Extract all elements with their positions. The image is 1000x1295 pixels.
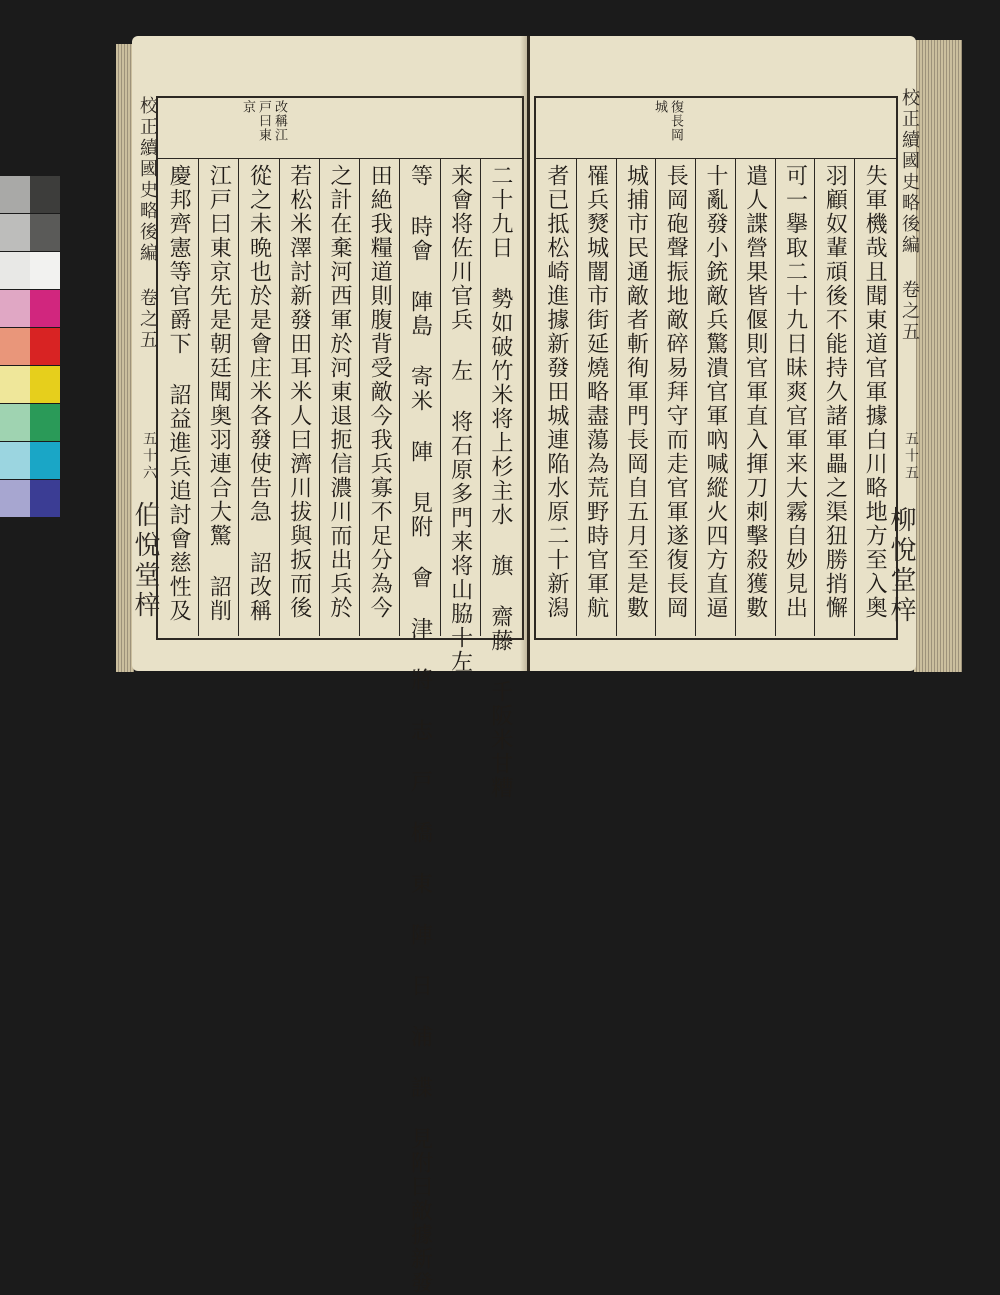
right-page-column-rule bbox=[576, 158, 577, 636]
left-page-column-rule bbox=[198, 158, 199, 636]
right-page-column-rule bbox=[854, 158, 855, 636]
right-publisher: 柳悅堂梓 bbox=[886, 506, 916, 626]
swatch-blue-purple bbox=[30, 480, 60, 517]
right-page-column-4: 遣人諜營果皆偃則官軍直入揮刀刺擊殺獲數 bbox=[742, 164, 768, 620]
right-page-column-rule bbox=[655, 158, 656, 636]
right-page-column-7: 城捕市民通敵者斬徇軍門長岡自五月至是數 bbox=[623, 164, 649, 620]
left-page-column-5: 之計在棄河西軍於河東退扼信濃川而出兵於 bbox=[327, 164, 352, 620]
left-page-column-6: 若松米澤討新發田耳米人曰濟川拔與扳而後 bbox=[286, 164, 312, 620]
right-page-column-2: 羽顧奴輩頑後不能持久諸軍畾之渠狃勝捎懈 bbox=[822, 164, 848, 620]
right-page-column-1: 失軍機哉且聞東道官軍據白川略地方至入奥 bbox=[862, 164, 888, 620]
left-spine-title: 校正續國史略後編 卷之五 bbox=[137, 96, 158, 351]
swatch-pale-cyan bbox=[0, 442, 30, 479]
left-page-column-rule bbox=[480, 158, 481, 636]
right-head-note-1: 復長岡 bbox=[668, 100, 683, 142]
color-calibration-card bbox=[0, 176, 60, 522]
right-head-note-2: 城 bbox=[652, 100, 667, 114]
left-page-column-rule bbox=[359, 158, 360, 636]
swatch-lavender bbox=[0, 480, 30, 517]
right-page-column-rule bbox=[814, 158, 815, 636]
left-page-column-4: 田絶我糧道則腹背受敵今我兵寡不足分為今 bbox=[367, 164, 393, 620]
right-page-column-3: 可一擧取二十九日昧爽官軍来大霧自妙見出 bbox=[782, 164, 808, 620]
swatch-pale-yellow bbox=[0, 366, 30, 403]
right-spine-title: 校正續國史略後編 卷之五 bbox=[899, 88, 920, 343]
open-book bbox=[116, 30, 964, 1295]
swatch-white bbox=[0, 252, 30, 289]
left-page-column-rule bbox=[279, 158, 280, 636]
swatch-yellow bbox=[30, 366, 60, 403]
right-spine-folio: 五十五 bbox=[903, 431, 919, 482]
left-head-note-2: 戸曰東 bbox=[256, 100, 271, 142]
swatch-magenta bbox=[30, 290, 60, 327]
right-page-column-8: 罹兵燹城闇市街延燒略盡蕩為荒野時官軍航 bbox=[583, 164, 609, 620]
swatch-gray-mid-light bbox=[0, 214, 30, 251]
swatch-red bbox=[30, 328, 60, 365]
right-page-column-5: 十亂發小銃敵兵驚潰官軍吶喊縱火四方直逼 bbox=[703, 164, 728, 620]
right-page-column-rule bbox=[775, 158, 776, 636]
swatch-gray-mid-dark bbox=[30, 214, 60, 251]
right-page-column-rule bbox=[616, 158, 617, 636]
left-page-column-rule bbox=[319, 158, 320, 636]
left-page-column-2: 来會将佐川官兵 左 将石原多門来将山脇十左 bbox=[447, 164, 473, 674]
swatch-white2 bbox=[30, 252, 60, 289]
right-page-column-6: 長岡砲聲振地敵碎易拜守而走官軍遂復長岡 bbox=[663, 164, 689, 620]
left-page-column-1: 二十九日 勢如破竹米将上杉主水 旗 齋藤 千阪米甘糟 bbox=[487, 164, 513, 800]
left-spine-folio: 五十六 bbox=[141, 431, 157, 482]
right-page-column-rule bbox=[695, 158, 696, 636]
left-page bbox=[130, 36, 527, 1295]
swatch-gray-dark bbox=[30, 176, 60, 213]
left-page-column-rule bbox=[399, 158, 400, 636]
swatch-gray-light bbox=[0, 176, 30, 213]
right-page-column-rule bbox=[735, 158, 736, 636]
left-page-column-rule bbox=[440, 158, 441, 636]
right-fore-edge bbox=[914, 40, 962, 672]
left-page-column-rule bbox=[238, 158, 239, 636]
left-page-column-8: 江戸曰東京先是朝廷聞奥羽連合大驚 詔削 bbox=[206, 164, 232, 623]
left-head-note-3: 京 bbox=[240, 100, 255, 114]
left-page-column-9: 慶邦齊憲等官爵下 詔益進兵追討會慈性及 bbox=[166, 164, 192, 623]
left-page-column-7: 從之未晩也於是會庄米各發使告急 詔改稱 bbox=[246, 164, 272, 623]
swatch-pale-green bbox=[0, 404, 30, 441]
left-head-rule bbox=[156, 158, 522, 159]
right-head-rule bbox=[534, 158, 896, 159]
swatch-green bbox=[30, 404, 60, 441]
swatch-salmon bbox=[0, 328, 30, 365]
left-publisher: 伯悅堂梓 bbox=[130, 501, 160, 621]
swatch-cyan bbox=[30, 442, 60, 479]
right-page-column-9: 者已抵松崎進據新發田城連陥水原二十新潟 bbox=[543, 164, 569, 620]
left-head-note-1: 改稱江 bbox=[272, 100, 287, 142]
swatch-pink bbox=[0, 290, 30, 327]
right-page bbox=[530, 36, 920, 671]
left-page-column-3: 等 時會 陣島 寄米 陣 見附 會 津 將 志 戸 橋 東 陣 日 浦 諜 見附曰敵據新發 bbox=[407, 164, 433, 1295]
